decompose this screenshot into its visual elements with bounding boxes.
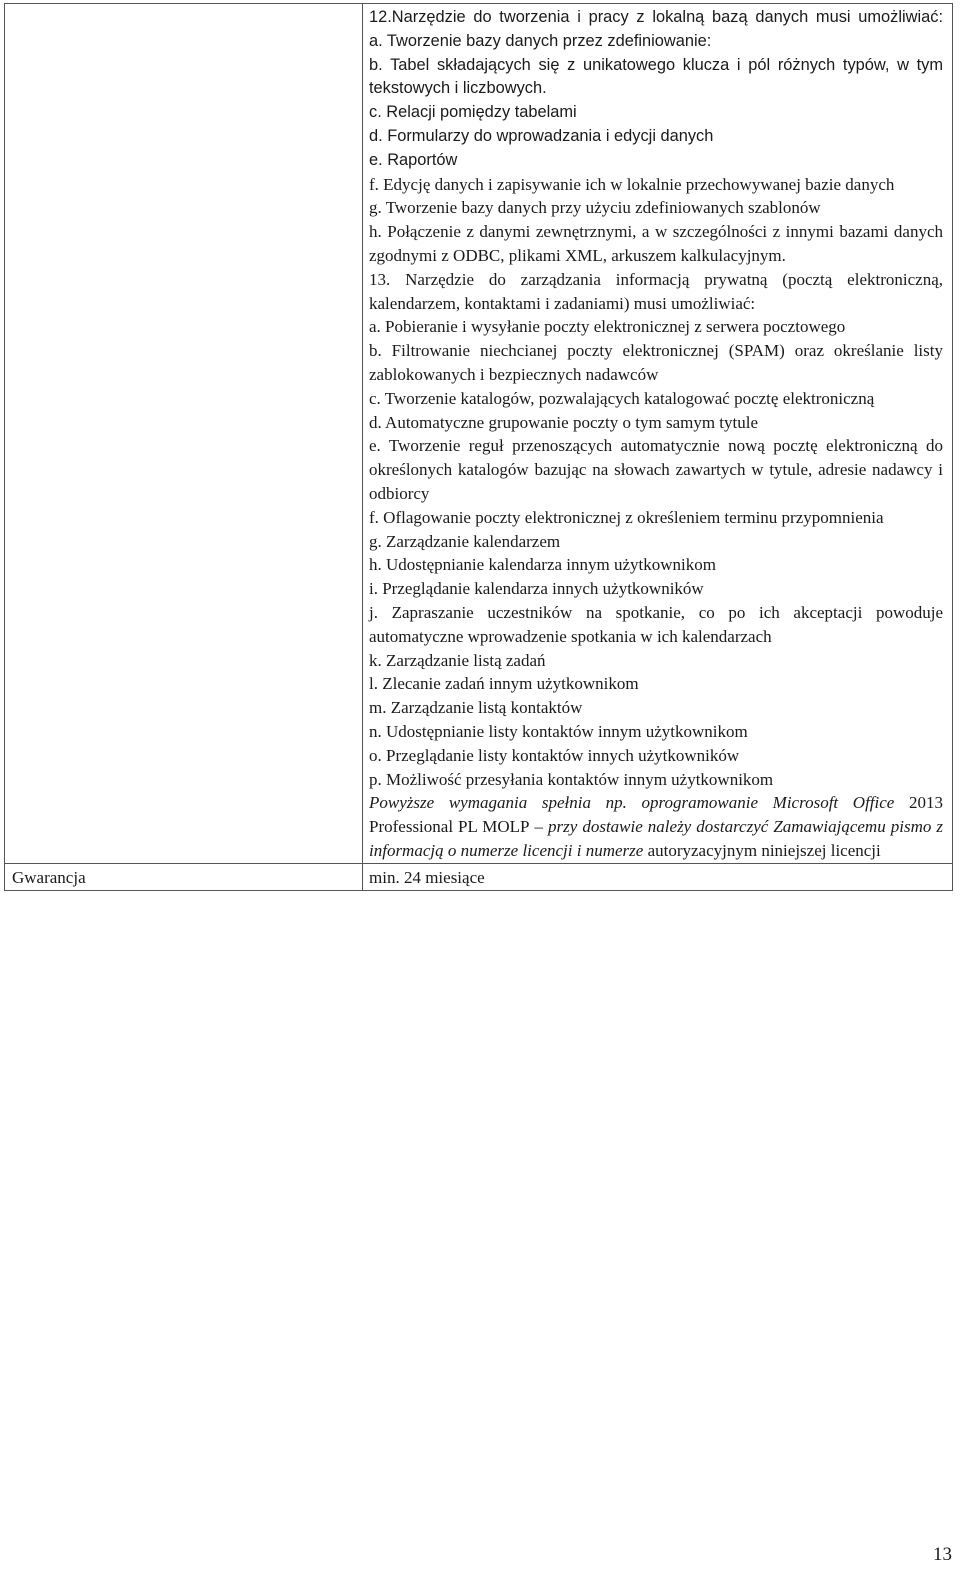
section-13-item-a: a. Pobieranie i wysyłanie poczty elektronicznej z serwera pocztowego (369, 317, 846, 337)
section-12-item-b: b. Tabel składających się z unikatowego klucza i pól różnych typów, w tym tekstowych i liczbowych. (369, 55, 943, 98)
table-row (5, 863, 953, 890)
section-12-heading: 12.Narzędzie do tworzenia i pracy z lokalną bazą danych musi umożliwiać: (369, 8, 943, 26)
section-13-item-i: i. Przeglądanie kalendarza innych użytkowników (369, 579, 704, 599)
section-13-item-c: c. Tworzenie katalogów, pozwalających katalogować pocztę elektroniczną (369, 388, 875, 408)
section-13-item-n: n. Udostępnianie listy kontaktów innym użytkownikom (369, 721, 748, 741)
table-row (5, 4, 953, 864)
section-13-item-p: p. Możliwość przesyłania kontaktów innym użytkownikom (369, 769, 774, 789)
section-12-item-f: f. Edycję danych i zapisywanie ich w lokalnie przechowywanej bazie danych (369, 174, 895, 194)
section-12-item-d: d. Formularzy do wprowadzania i edycji danych (369, 126, 714, 145)
section-12-item-a: a. Tworzenie bazy danych przez zdefiniowanie: (369, 31, 712, 50)
section-13-item-g: g. Zarządzanie kalendarzem (369, 531, 561, 551)
section-13-item-h: h. Udostępnianie kalendarza innym użytkownikom (369, 555, 716, 575)
warranty-value: min. 24 miesiące (369, 867, 485, 887)
license-note-product: 2013 Professional PL MOLP (369, 793, 943, 837)
license-note-part1: Powyższe wymagania spełnia np. oprogramowanie Microsoft Office (369, 793, 909, 813)
section-12-item-g: g. Tworzenie bazy danych przy użyciu zdefiniowanych szablonów (369, 198, 821, 218)
warranty-label: Gwarancja (5, 863, 363, 890)
requirements-cell (363, 4, 953, 864)
page-number: 13 (933, 1544, 952, 1565)
section-13-item-m: m. Zarządzanie listą kontaktów (369, 698, 583, 718)
section-12-item-h: h. Połączenie z danymi zewnętrznymi, a w szczególności z innymi bazami danych zgodnymi z ODBC, plikami XML, arkuszem kalkulacyjnym. (369, 222, 943, 265)
section-12-item-e: e. Raportów (369, 150, 458, 169)
section-13-item-l: l. Zlecanie zadań innym użytkownikom (369, 674, 639, 694)
license-note-part2: – przy dostawie należy dostarczyć Zamawiającemu pismo z informacją o numerze licencji i numerze (369, 817, 943, 860)
section-13-heading: 13. Narzędzie do zarządzania informacją prywatną (pocztą elektroniczną, kalendarzem, kontaktami i zadaniami) musi umożliwiać: (369, 269, 943, 313)
license-note (369, 791, 943, 862)
section-13-item-e: e. Tworzenie reguł przenoszących automatycznie nową pocztę elektroniczną do określonych katalogów bazując na słowach zawartych w tytule, adresie nadawcy i odbiorcy (369, 436, 943, 503)
section-13-item-o: o. Przeglądanie listy kontaktów innych użytkowników (369, 745, 740, 765)
section-13-item-j: j. Zapraszanie uczestników na spotkanie, co po ich akceptacji powoduje automatyczne wprowadzenie spotkania w ich kalendarzach (369, 602, 943, 646)
specification-table (4, 3, 953, 891)
warranty-value-cell (363, 863, 953, 890)
section-13-item-k: k. Zarządzanie listą zadań (369, 650, 546, 670)
section-13-item-b: b. Filtrowanie niechcianej poczty elektronicznej (SPAM) oraz określanie listy zablokowanych i bezpiecznych nadawców (369, 341, 943, 384)
section-13-item-f: f. Oflagowanie poczty elektronicznej z określeniem terminu przypomnienia (369, 507, 884, 527)
empty-label-cell (5, 4, 363, 864)
section-13-item-d: d. Automatyczne grupowanie poczty o tym samym tytule (369, 412, 759, 432)
license-note-part3: autoryzacyjnym niniejszej licencji (647, 840, 881, 860)
section-12-item-c: c. Relacji pomiędzy tabelami (369, 103, 577, 122)
